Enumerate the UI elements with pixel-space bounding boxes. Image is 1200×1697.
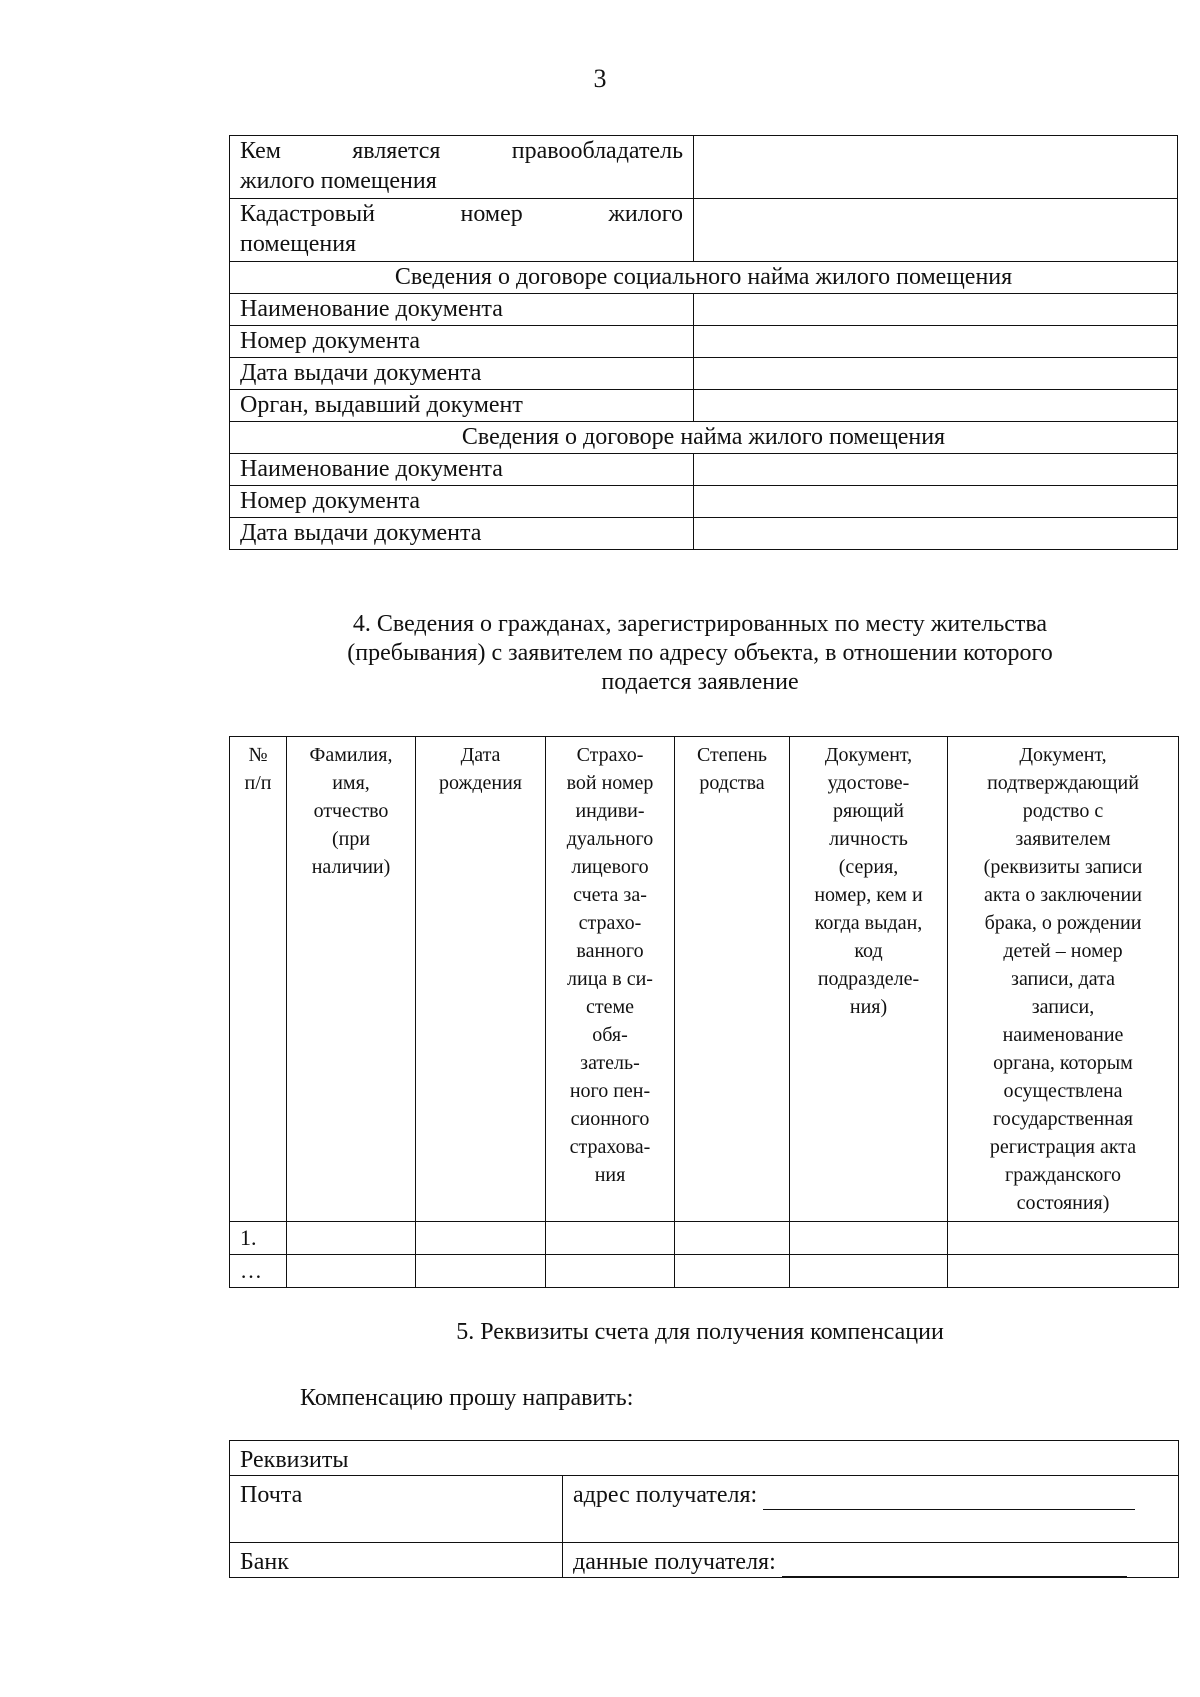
cadastral-label-line1: Кадастровый номер жилого (240, 201, 683, 227)
field-label: Орган, выдавший документ (230, 390, 694, 422)
column-header-line: Дата (460, 744, 501, 766)
table-row (230, 136, 1178, 199)
section-4-line: (пребывания) с заявителем по адресу объекта, в отношении которого (347, 640, 1053, 666)
column-header-line: отчество (313, 800, 389, 822)
table-row (230, 422, 1178, 454)
owner-label-line2: жилого помещения (240, 168, 437, 194)
citizens-table (229, 736, 1179, 1288)
field-value[interactable] (694, 518, 1178, 550)
recipient-address-input[interactable] (763, 1485, 1135, 1510)
table-cell[interactable] (675, 1255, 790, 1288)
column-header-line: счета за- (573, 884, 647, 906)
table-row (230, 294, 1178, 326)
table-cell[interactable] (416, 1222, 546, 1255)
field-label: Номер документа (230, 326, 694, 358)
column-header-line: ряющий (833, 800, 904, 822)
table-row (230, 1543, 1179, 1578)
column-header-line: (реквизиты записи (983, 856, 1143, 878)
column-header-line: (при (331, 828, 371, 850)
field-value[interactable] (694, 326, 1178, 358)
column-header-line: Страхо- (576, 744, 644, 766)
field-value[interactable] (694, 294, 1178, 326)
column-header-line: родство с (1022, 800, 1104, 822)
column-header-line: состояния) (1016, 1192, 1110, 1214)
section-4-heading (250, 610, 1150, 697)
table-row (230, 358, 1178, 390)
row-number: … (230, 1255, 287, 1288)
table-row (230, 390, 1178, 422)
table-cell[interactable] (790, 1255, 948, 1288)
column-header-line: код (854, 940, 883, 962)
column-header (948, 737, 1179, 1222)
column-header-line: № (248, 744, 268, 766)
column-header-line: наличии) (311, 856, 391, 878)
column-header-line: имя, (332, 772, 370, 794)
column-header-line: ного пен- (569, 1080, 651, 1102)
table-row (230, 1441, 1179, 1476)
table-row (230, 326, 1178, 358)
field-label: Дата выдачи документа (230, 518, 694, 550)
table-row (230, 199, 1178, 262)
column-header-line: Фамилия, (309, 744, 393, 766)
method-label: Банк (230, 1543, 563, 1578)
owner-label-cell (230, 136, 694, 199)
column-header-line: стеме (585, 996, 635, 1018)
requisites-header: Реквизиты (230, 1441, 1179, 1476)
column-header-line: государственная (993, 1108, 1133, 1130)
column-header-line: детей – номер (1003, 940, 1123, 962)
field-label: Дата выдачи документа (230, 358, 694, 390)
field-label: адрес получателя: (573, 1482, 758, 1508)
column-header (546, 737, 675, 1222)
column-header-line: брака, о рождении (984, 912, 1142, 934)
column-header (287, 737, 416, 1222)
table-row (230, 1255, 1179, 1288)
column-header-line: обя- (592, 1024, 628, 1046)
table-row (230, 518, 1178, 550)
column-header (416, 737, 546, 1222)
table-cell[interactable] (287, 1255, 416, 1288)
mail-field-cell (563, 1476, 1179, 1543)
section-5-heading: 5. Реквизиты счета для получения компенсации (456, 1319, 944, 1345)
field-label: данные получателя: (573, 1549, 776, 1575)
column-header-line: Степень (696, 744, 768, 766)
column-header-line: ния (594, 1164, 626, 1186)
column-header-line: наименование (1002, 1024, 1124, 1046)
column-header-line: страхо- (578, 912, 642, 934)
table-row (230, 486, 1178, 518)
property-info-table (229, 135, 1178, 550)
column-header-line: затель- (580, 1052, 640, 1074)
field-value[interactable] (694, 454, 1178, 486)
column-header (790, 737, 948, 1222)
column-header-line: записи, дата (1011, 968, 1115, 990)
field-label: Номер документа (230, 486, 694, 518)
cadastral-label-cell (230, 199, 694, 262)
table-cell[interactable] (675, 1222, 790, 1255)
field-label: Наименование документа (230, 294, 694, 326)
column-header-line: осуществлена (1003, 1080, 1123, 1102)
column-header-line: заявителем (1015, 828, 1111, 850)
field-value[interactable] (694, 486, 1178, 518)
column-header-line: органа, которым (993, 1052, 1133, 1074)
bank-field-cell (563, 1543, 1179, 1578)
column-header-line: лица в си- (567, 968, 653, 990)
column-header-line: подразделе- (817, 968, 920, 990)
section-4-line: 4. Сведения о гражданах, зарегистрированных по месту жительства (352, 611, 1048, 637)
column-header-line: (серия, (838, 856, 899, 878)
field-value[interactable] (694, 358, 1178, 390)
column-header-line: рождения (439, 772, 522, 794)
field-value[interactable] (694, 390, 1178, 422)
column-header-line: страхова- (569, 1136, 651, 1158)
cadastral-label-line2: помещения (240, 231, 357, 257)
column-header-line: подтверждающий (987, 772, 1139, 794)
table-cell[interactable] (287, 1222, 416, 1255)
row-number: 1. (230, 1222, 287, 1255)
column-header-line: Документ, (824, 744, 913, 766)
column-header-line: вой номер (566, 772, 654, 794)
section-4-line: подается заявление (601, 669, 799, 695)
column-header-line: регистрация акта (989, 1136, 1137, 1158)
table-row (230, 1476, 1179, 1543)
table-row (230, 454, 1178, 486)
method-label: Почта (230, 1476, 563, 1543)
column-header-line: записи, (1031, 996, 1095, 1018)
column-header (230, 737, 287, 1222)
owner-value-field[interactable] (694, 136, 1178, 199)
column-header-line: лицевого (571, 856, 649, 878)
table-cell[interactable] (790, 1222, 948, 1255)
column-header-line: индиви- (575, 800, 645, 822)
table-row (230, 1222, 1179, 1255)
column-header-line: ния) (849, 996, 888, 1018)
column-header-line: дуального (566, 828, 654, 850)
table-row (230, 262, 1178, 294)
column-header-line: ванного (576, 940, 644, 962)
column-header-line: личность (829, 828, 908, 850)
recipient-data-input[interactable] (782, 1552, 1127, 1577)
table-header-row (230, 737, 1179, 1222)
field-label: Наименование документа (230, 454, 694, 486)
social-lease-header: Сведения о договоре социального найма жилого помещения (230, 262, 1178, 294)
column-header-line: родства (699, 772, 765, 794)
table-cell[interactable] (546, 1222, 675, 1255)
table-cell[interactable] (546, 1255, 675, 1288)
table-cell[interactable] (948, 1222, 1179, 1255)
requisites-table (229, 1440, 1179, 1578)
column-header (675, 737, 790, 1222)
column-header-line: удостове- (827, 772, 910, 794)
table-cell[interactable] (416, 1255, 546, 1288)
lease-header: Сведения о договоре найма жилого помещения (230, 422, 1178, 454)
cadastral-value-field[interactable] (694, 199, 1178, 262)
column-header-line: Документ, (1019, 744, 1107, 766)
column-header-line: номер, кем и (814, 884, 923, 906)
compensation-intro: Компенсацию прошу направить: (300, 1385, 634, 1411)
column-header-line: сионного (570, 1108, 650, 1130)
page-number: 3 (593, 64, 607, 93)
column-header-line: гражданского (1005, 1164, 1121, 1186)
column-header-line: акта о заключении (984, 884, 1142, 906)
owner-label-line1: Кем является правообладатель (240, 138, 684, 164)
table-cell[interactable] (948, 1255, 1179, 1288)
column-header-line: п/п (244, 772, 272, 794)
column-header-line: когда выдан, (814, 912, 923, 934)
